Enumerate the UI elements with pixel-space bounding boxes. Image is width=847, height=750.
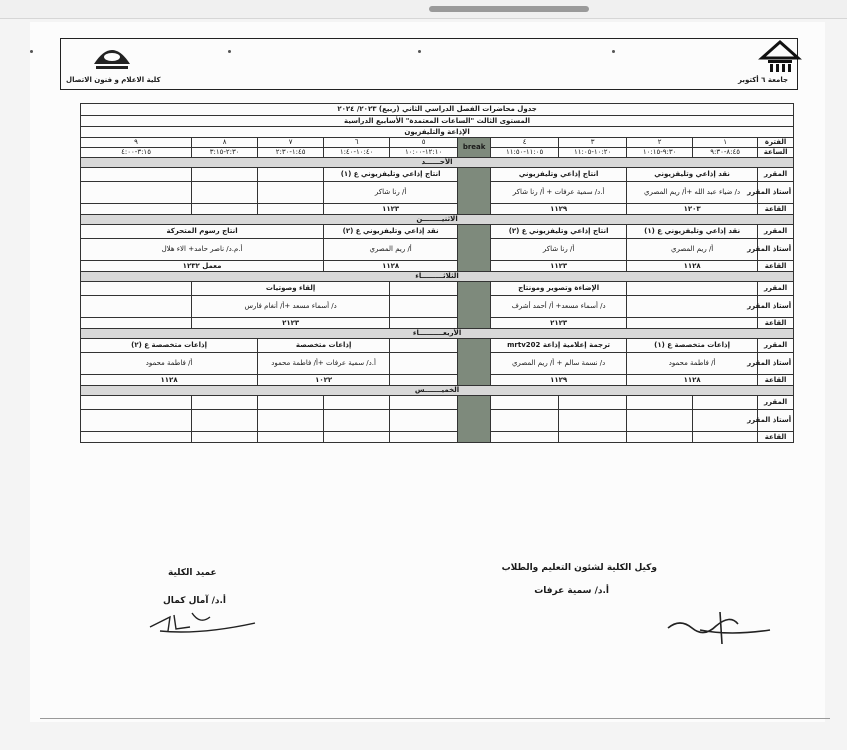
time-slot: ١٠:٤٠-١:٤٠ bbox=[324, 148, 390, 158]
dean-title: عميد الكلية bbox=[168, 568, 217, 578]
course-label: المقرر bbox=[758, 225, 794, 239]
break-header: break bbox=[458, 138, 491, 158]
hole-punch-mark bbox=[30, 50, 33, 53]
period-number: ٥ bbox=[390, 138, 458, 148]
room-cell: ١١٢٩ bbox=[491, 375, 627, 386]
window-top-bar bbox=[0, 0, 847, 19]
schedule-table bbox=[80, 103, 794, 443]
header-frame bbox=[60, 38, 798, 90]
room-cell: ١١٢٣ bbox=[491, 261, 627, 272]
period-row bbox=[81, 138, 794, 148]
period-number: ٦ bbox=[324, 138, 390, 148]
time-slot: ٩:٣٠-١٠:١٥ bbox=[627, 148, 693, 158]
break-column bbox=[458, 168, 491, 215]
time-slot: ٢:٣٠-٣:١٥ bbox=[192, 148, 258, 158]
teacher-label: أستاذ المقرر bbox=[758, 353, 794, 375]
department-line: الإذاعة والتليفزيون bbox=[81, 127, 794, 138]
course-label: المقرر bbox=[758, 168, 794, 182]
room-cell: ١٠٢٢ bbox=[258, 375, 390, 386]
course-label: المقرر bbox=[758, 396, 794, 410]
time-slot: ١٢:١٠-١٠:٠٠ bbox=[390, 148, 458, 158]
time-slot: ١٠:٢٠-١١:٠٥ bbox=[559, 148, 627, 158]
course-label: المقرر bbox=[758, 339, 794, 353]
teacher-label: أستاذ المقرر bbox=[758, 296, 794, 318]
teacher-cell: أ/ ريم المصري bbox=[627, 239, 758, 261]
period-number: ١ bbox=[693, 138, 758, 148]
course-cell: إلقاء وصوتيات bbox=[192, 282, 390, 296]
teacher-cell: أ/ فاطمة محمود bbox=[627, 353, 758, 375]
course-cell: إذاعات متخصصة ع (٢) bbox=[81, 339, 258, 353]
vice-dean-signature bbox=[660, 600, 780, 650]
teacher-cell: د/ أسماء مسعد+ أ/ أحمد أشرف bbox=[491, 296, 627, 318]
room-label: القاعة bbox=[758, 204, 794, 215]
teacher-cell: أ/ فاطمة محمود bbox=[81, 353, 258, 375]
faculty-logo-caption: كلية الاعلام و فنون الاتصال bbox=[66, 76, 161, 84]
room-cell: ١١٢٨ bbox=[627, 261, 758, 272]
period-number: ٨ bbox=[192, 138, 258, 148]
room-cell: ١١٢٨ bbox=[81, 375, 258, 386]
drag-handle[interactable] bbox=[429, 6, 589, 12]
teacher-label: أستاذ المقرر bbox=[758, 239, 794, 261]
page-edge-line bbox=[40, 718, 830, 719]
period-label: الفترة bbox=[758, 138, 794, 148]
period-number: ٢ bbox=[627, 138, 693, 148]
room-cell: معمل ١٢٣٢ bbox=[81, 261, 324, 272]
teacher-cell: أ/ ريم المصري bbox=[324, 239, 458, 261]
break-column bbox=[458, 339, 491, 386]
teacher-label: أستاذ المقرر bbox=[758, 410, 794, 432]
room-cell: ٢١٢٣ bbox=[491, 318, 627, 329]
room-cell: ١١٢٣ bbox=[324, 204, 458, 215]
university-logo-caption: جامعة ٦ أكتوبر bbox=[738, 76, 789, 84]
teacher-cell: أ.م.د/ ناصر حامد+ الاء هلال bbox=[81, 239, 324, 261]
course-cell: نقد إذاعي وتليفزيوني bbox=[627, 168, 758, 182]
day-header-sunday: الأحــــــد bbox=[81, 158, 794, 168]
teacher-cell: أ/ رنا شاكر bbox=[324, 182, 458, 204]
room-label: القاعة bbox=[758, 375, 794, 386]
course-cell: ترجمة إعلامية إذاعة mrtv202 bbox=[491, 339, 627, 353]
break-column bbox=[458, 282, 491, 329]
course-cell: انتاج إذاعي وتليفزيوني ع (٢) bbox=[491, 225, 627, 239]
faculty-logo-icon bbox=[90, 40, 134, 76]
course-cell: نقد إذاعي وتليفزيوني ع (١) bbox=[627, 225, 758, 239]
teacher-cell: د/ أسماء مسعد +أ/ أنغام فارس bbox=[192, 296, 390, 318]
teacher-cell: د/ نسمة سالم + أ/ ريم المصري bbox=[491, 353, 627, 375]
vice-dean-name: أ.د/ سمية عرفات bbox=[534, 586, 609, 596]
course-cell: انتاج إذاعي وتليفزيوني bbox=[491, 168, 627, 182]
room-cell: ٢١٢٣ bbox=[192, 318, 390, 329]
teacher-cell: أ.د/ سمية عرفات + أ/ رنا شاكر bbox=[491, 182, 627, 204]
time-slot: ١١:٠٥-١١:٥٠ bbox=[491, 148, 559, 158]
teacher-cell: أ/ رنا شاكر bbox=[491, 239, 627, 261]
room-cell: ١١٢٨ bbox=[324, 261, 458, 272]
teacher-cell: أ.د/ سمية عرفات +أ/ فاطمة محمود bbox=[258, 353, 390, 375]
day-header-monday: الاثنيــــــــن bbox=[81, 215, 794, 225]
room-label: القاعة bbox=[758, 432, 794, 443]
time-slot: ١:٤٥-٢:٣٠ bbox=[258, 148, 324, 158]
level-line: المستوى الثالث "الساعات المعتمدة" الأسابيع الدراسية bbox=[81, 116, 794, 127]
course-cell: نقد إذاعي وتليفزيوني ع (٢) bbox=[324, 225, 458, 239]
teacher-label: أستاذ المقرر bbox=[758, 182, 794, 204]
period-number: ٧ bbox=[258, 138, 324, 148]
room-cell: ١١٢٨ bbox=[627, 375, 758, 386]
dean-name: أ.د/ آمال كمال bbox=[163, 596, 226, 606]
university-logo-icon bbox=[758, 40, 802, 76]
room-cell: ١٢٠٣ bbox=[627, 204, 758, 215]
course-cell: إذاعات متخصصة ع (١) bbox=[627, 339, 758, 353]
day-header-wednesday: الأربعــــــــــاء bbox=[81, 329, 794, 339]
course-label: المقرر bbox=[758, 282, 794, 296]
teacher-cell: د/ ضياء عبد الله +أ/ ريم المصري bbox=[627, 182, 758, 204]
period-number: ٤ bbox=[491, 138, 559, 148]
time-slot: ٨:٤٥-٩:٣٠ bbox=[693, 148, 758, 158]
course-cell: إذاعات متخصصة bbox=[258, 339, 390, 353]
course-cell: انتاج رسوم المتحركة bbox=[81, 225, 324, 239]
time-label: الساعة bbox=[758, 148, 794, 158]
day-header-thursday: الخميـــــــس bbox=[81, 386, 794, 396]
vice-dean-title: وكيل الكلية لشئون التعليم والطلاب bbox=[501, 563, 657, 573]
period-number: ٣ bbox=[559, 138, 627, 148]
course-cell: الإضاءة وتصوير ومونتاج bbox=[491, 282, 627, 296]
break-column bbox=[458, 225, 491, 272]
time-row bbox=[81, 148, 794, 158]
day-header-tuesday: الثلاثـــــــــاء bbox=[81, 272, 794, 282]
room-label: القاعة bbox=[758, 318, 794, 329]
schedule-title: جدول محاضرات الفصل الدراسي الثاني (ربيع) ٢٠٢٣/ ٢٠٢٤ bbox=[81, 104, 794, 116]
course-cell: انتاج إذاعي وتليفزيوني ع (١) bbox=[324, 168, 458, 182]
room-cell: ١١٢٩ bbox=[491, 204, 627, 215]
period-number: ٩ bbox=[81, 138, 192, 148]
time-slot: ٣:١٥-٤:٠٠ bbox=[81, 148, 192, 158]
dean-signature bbox=[140, 605, 260, 635]
break-column bbox=[458, 396, 491, 443]
room-label: القاعة bbox=[758, 261, 794, 272]
